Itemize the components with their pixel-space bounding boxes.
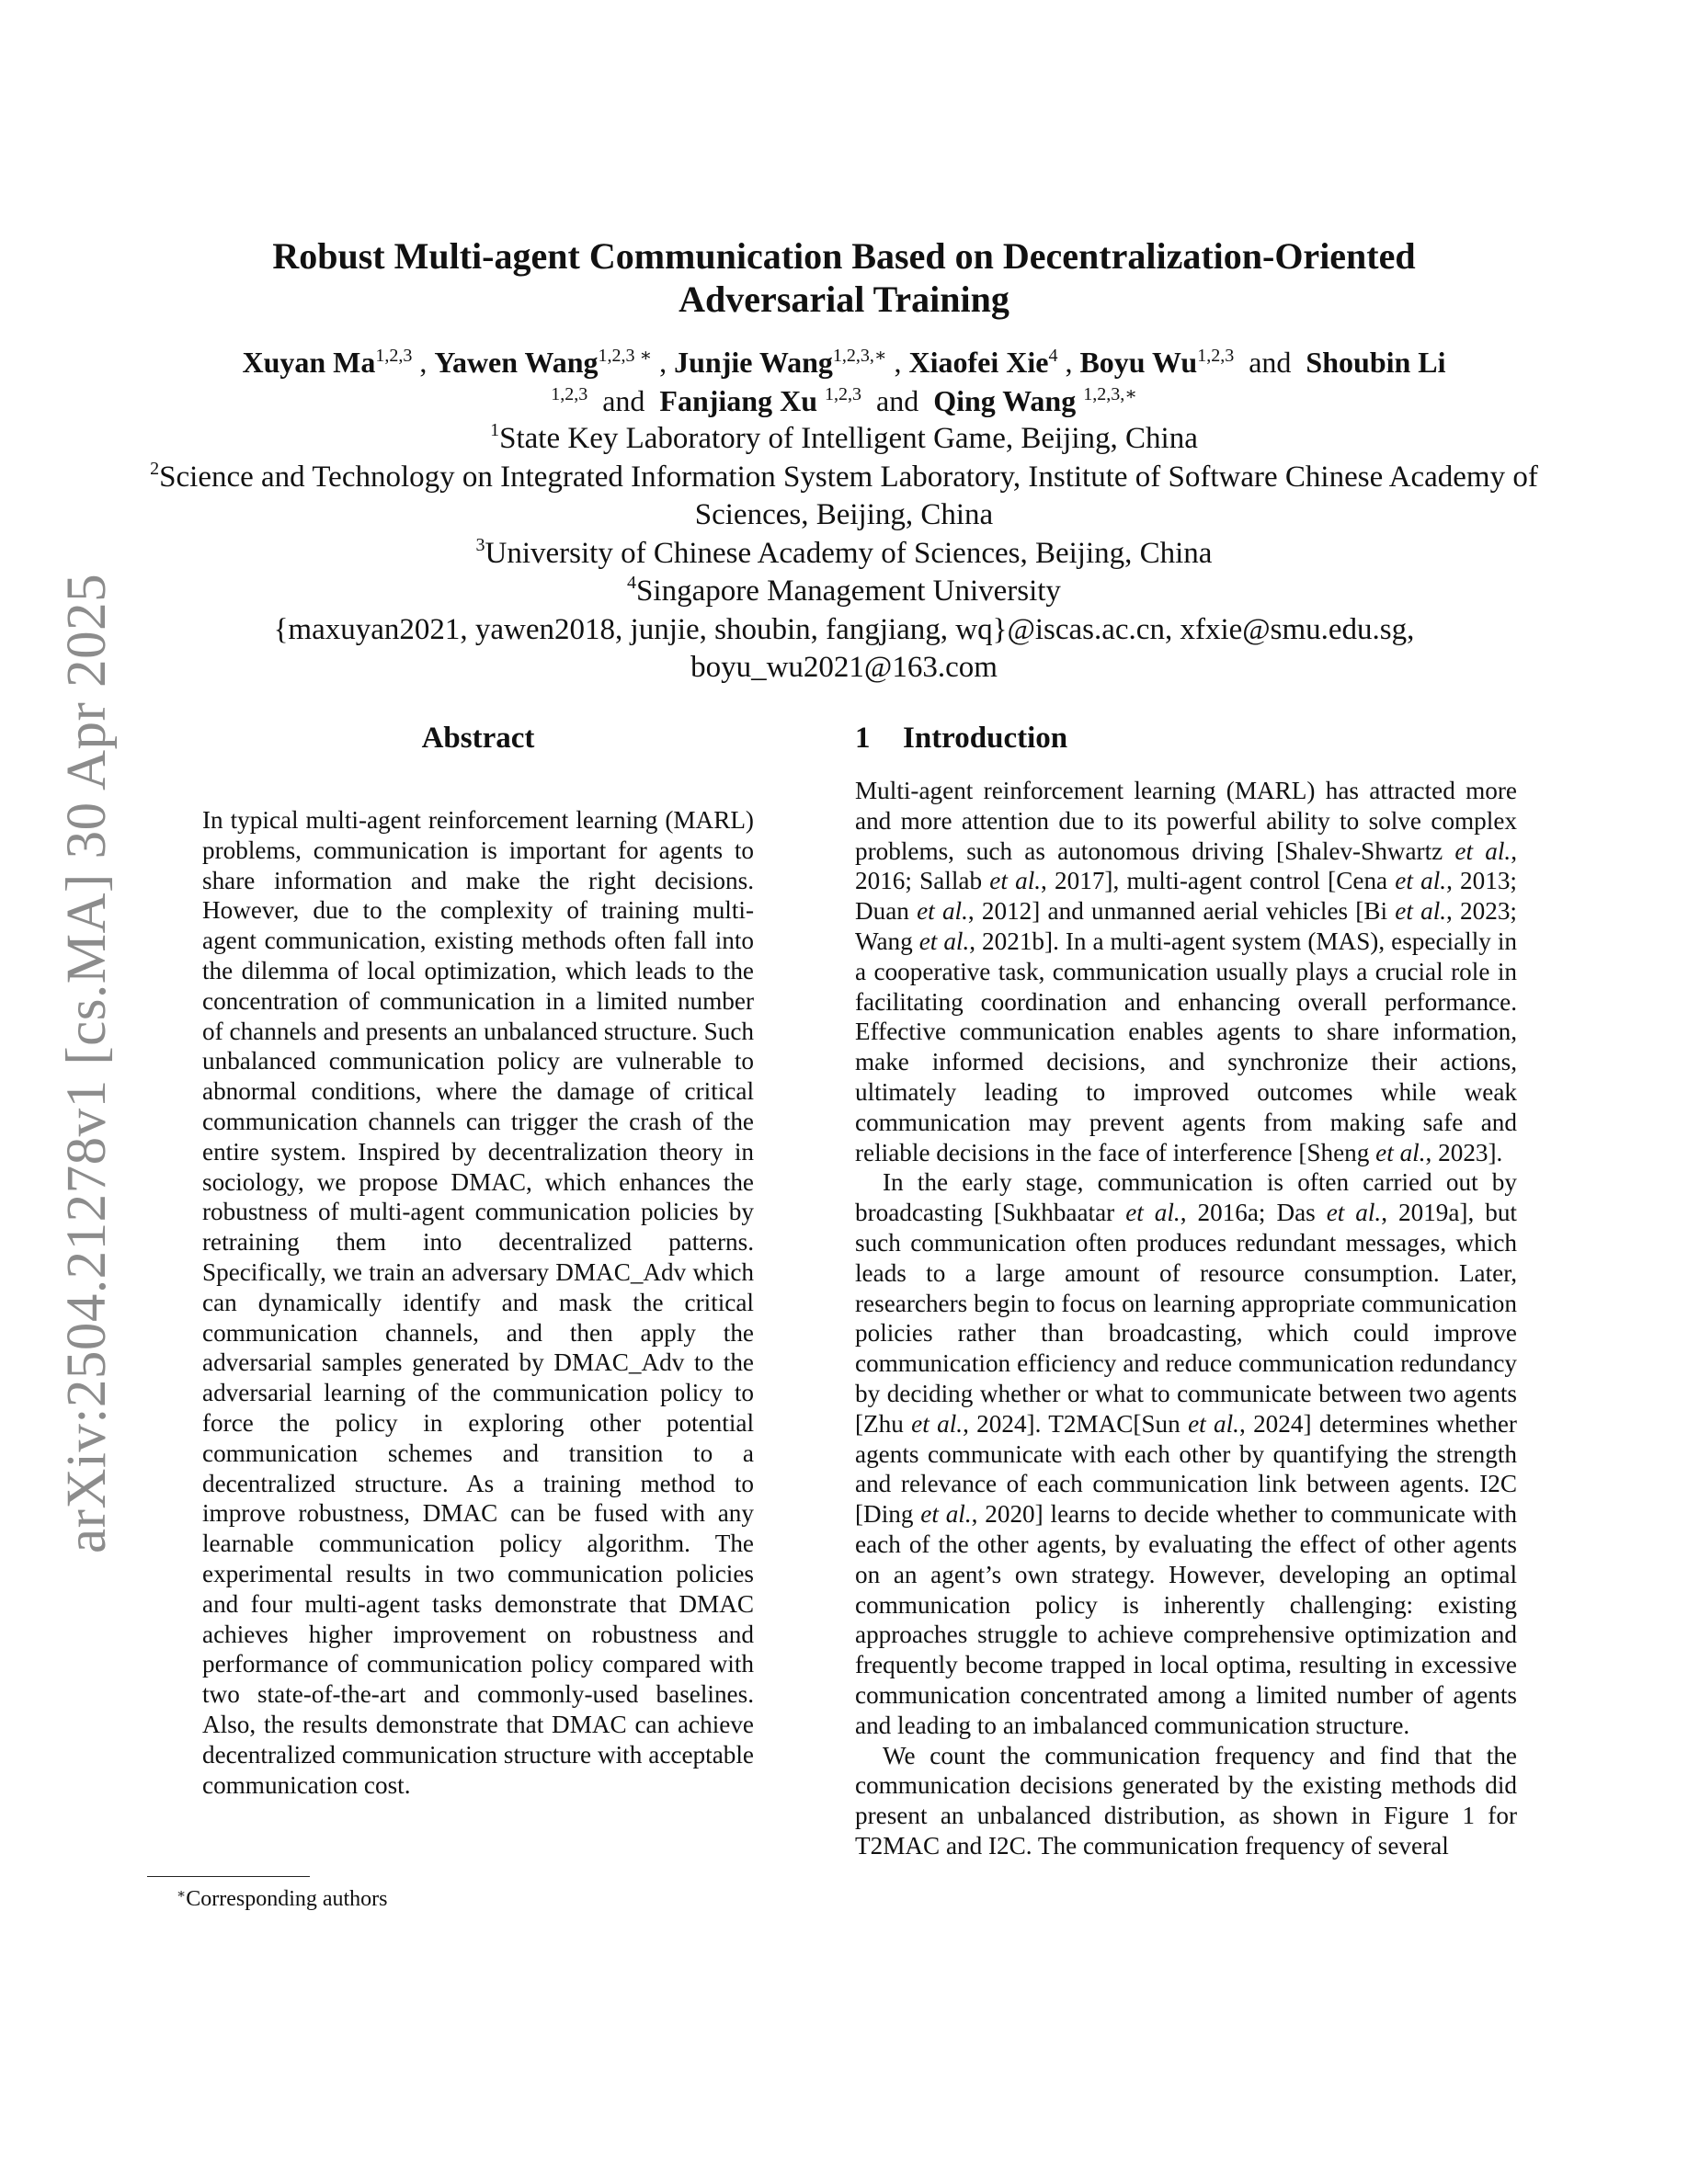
text-run: , 2012] and unmanned aerial vehicles [Bi [967, 897, 1396, 926]
paragraph [855, 1167, 1517, 1740]
footnote-mark: ∗ [177, 1887, 187, 1902]
footnote [177, 1885, 388, 1913]
text-run: , 2023; Wang [855, 897, 1517, 955]
email-line: boyu_wu2021@163.com [690, 651, 998, 684]
text-run: In the early stage, communication is often carried out by broadcasting [Sukhbaatar [855, 1168, 1517, 1227]
citation-etal: et al. [1375, 1138, 1426, 1166]
author-name: Qing Wang [933, 384, 1077, 417]
citation-etal: et al. [1125, 1199, 1180, 1227]
text-run: , 2016a; Das [1180, 1199, 1327, 1227]
section-title: Introduction [903, 722, 1068, 755]
text-run: , 2021b]. In a multi-agent system (MAS), especially in a cooperative task, communication usually plays a crucial role in facilitating coordination and enhancing overall performance. Effective communication enables agents to share information, make informed decisions, and synchronize their actions, ultimately leading to improved outcomes while weak communication may prevent agents from making safe and reliable decisions in the face of interference [Sheng [855, 927, 1517, 1166]
citation-etal: et al. [1188, 1409, 1239, 1438]
affiliation-text: Singapore Management University [636, 574, 1061, 608]
introduction-heading [855, 722, 1067, 756]
citation-etal: et al. [1326, 1199, 1382, 1227]
text-run: , 2023]. [1425, 1138, 1503, 1166]
author-conjunction: and [875, 384, 919, 417]
author-affil-mark: 1,2,3,∗ [832, 346, 887, 366]
affiliation-mark: 4 [627, 573, 637, 593]
author-affil-mark: 1,2,3 ∗ [598, 346, 653, 366]
affiliation [138, 573, 1550, 611]
affiliation-text: University of Chinese Academy of Sciences, Beijing, China [485, 536, 1213, 570]
author-line [138, 381, 1550, 420]
affiliation-mark: 3 [475, 534, 485, 555]
affiliation [138, 420, 1550, 459]
author-name: Fanjiang Xu [659, 384, 817, 417]
affiliation-text: Science and Technology on Integrated Information System Laboratory, Institute of Software Chinese Academy of Sciences, Beijing, China [159, 460, 1538, 531]
title-line: Adversarial Training [679, 279, 1009, 320]
text-run: , 2016; Sallab [855, 836, 1517, 895]
citation-etal: et al. [1395, 897, 1447, 926]
text-run: , 2020] learns to decide whether to communicate with each of the other agents, by evaluating the effect of other agents on an agent’s own strategy. However, developing an optimal communication policy is inherently challenging: existing approaches struggle to achieve comprehensive optimization and frequently become trapped in local optima, resulting in excessive communication concentrated among a limited number of agents and leading to an imbalanced communication structure. [855, 1500, 1517, 1739]
citation-etal: et al. [1395, 867, 1447, 895]
text-run: Multi-agent reinforcement learning (MARL) has attracted more and more attention due to its powerful ability to solve complex problems, such as autonomous driving [Shalev-Shwartz [855, 777, 1517, 865]
author-affil-mark: 1,2,3 [824, 384, 861, 404]
author-name: Boyu Wu [1079, 346, 1198, 379]
author-name: Xiaofei Xie [908, 346, 1049, 379]
email-line: {maxuyan2021, yawen2018, junjie, shoubin, fangjiang, wq}@iscas.ac.cn, xfxie@smu.edu.sg, [273, 612, 1415, 646]
text-run: , 2017], multi-agent control [Cena [1041, 867, 1396, 895]
paper-title [138, 234, 1550, 321]
citation-etal: et al. [1454, 836, 1511, 865]
introduction-body [855, 776, 1517, 1861]
author-list [138, 343, 1550, 420]
abstract-text: In typical multi-agent reinforcement learning (MARL) problems, communication is important for agents to share information and make the right decisions. However, due to the complexity of training multi-agent communication, existing methods often fall into the dilemma of local optimization, which leads to the concentration of communication in a limited number of channels and presents an unbalanced structure. Such unbalanced communication policy are vulnerable to abnormal conditions, where the damage of critical communication channels can trigger the crash of the entire system. Inspired by decentralization theory in sociology, we propose DMAC, which enhances the robustness of multi-agent communication policies by retraining them into decentralized patterns. Specifically, we train an adversary DMAC_Adv which can dynamically identify and mask the critical communication channels, and then apply the adversarial samples generated by DMAC_Adv to the adversarial learning of the communication policy to force the policy in exploring other potential communication schemes and transition to a decentralized structure. As a training method to improve robustness, DMAC can be fused with any learnable communication policy algorithm. The experimental results in two communication policies and four multi-agent tasks demonstrate that DMAC achieves higher improvement on robustness and performance of communication policy compared with two state-of-the-art and commonly-used baselines. Also, the results demonstrate that DMAC can achieve decentralized communication structure with acceptable communication cost. [202, 806, 754, 1799]
title-line: Robust Multi-agent Communication Based on Decentralization-Oriented [272, 235, 1416, 277]
footnote-text: Corresponding authors [186, 1887, 388, 1911]
citation-etal: et al. [989, 867, 1042, 895]
section-number: 1 [855, 722, 871, 755]
author-conjunction: and [1249, 346, 1292, 379]
author-line: Xuyan Ma$^{1,2,3}$ , Yawen Wang$^{1,2,3 ∗}$ , Junjie Wang$^{1,2,3,∗}$ , Xiaofei Xie$^4$ , Boyu Wu$^{1,2,3}$ and Shoubin Li [242, 346, 1446, 379]
affiliation-mark: 2 [150, 458, 160, 479]
citation-etal: et al. [911, 1409, 964, 1438]
author-affil-mark: 1,2,3,∗ [1083, 384, 1137, 404]
author-affil-mark: 1,2,3 [551, 384, 588, 404]
author-affil-mark: 1,2,3 [1197, 346, 1235, 366]
affiliation-text: State Key Laboratory of Intelligent Game, Beijing, China [499, 422, 1198, 455]
citation-etal: et al. [918, 927, 970, 955]
footnote-rule [147, 1876, 310, 1877]
author-conjunction: and [602, 384, 645, 417]
affiliation [138, 459, 1550, 535]
author-name: Shoubin Li [1306, 346, 1446, 379]
author-name: Xuyan Ma [242, 346, 376, 379]
affiliations [138, 420, 1550, 688]
text-run: , 2013; Duan [855, 867, 1517, 926]
author-name: Junjie Wang [674, 346, 833, 379]
arxiv-identifier-stamp: arXiv:2504.21278v1 [cs.MA] 30 Apr 2025 [56, 573, 118, 1553]
paragraph [855, 776, 1517, 1167]
text-run: , 2024] determines whether agents communicate with each other by quantifying the strength and relevance of each communication link between agents. I2C [Ding [855, 1409, 1517, 1529]
text-run: , 2019a], but such communication often produces redundant messages, which leads to a large amount of resource consumption. Later, researchers begin to focus on learning appropriate communication policies rather than broadcasting, which could improve communication efficiency and reduce communication redundancy by deciding whether or what to communicate between two agents [Zhu [855, 1199, 1517, 1438]
author-affil-mark: 1,2,3 [375, 346, 413, 366]
citation-etal: et al. [920, 1500, 972, 1529]
affiliation-mark: 1 [490, 420, 500, 440]
author-affil-mark: 4 [1048, 346, 1058, 366]
affiliation [138, 535, 1550, 574]
abstract-heading: Abstract [421, 722, 535, 755]
text-run: , 2024]. T2MAC[Sun [963, 1409, 1189, 1438]
citation-etal: et al. [917, 897, 968, 926]
paragraph: We count the communication frequency and find that the communication decisions generated by the existing methods did present an unbalanced distribution, as shown in Figure 1 for T2MAC and I2C. The communication frequency of several [855, 1741, 1517, 1860]
author-name: Yawen Wang [434, 346, 599, 379]
